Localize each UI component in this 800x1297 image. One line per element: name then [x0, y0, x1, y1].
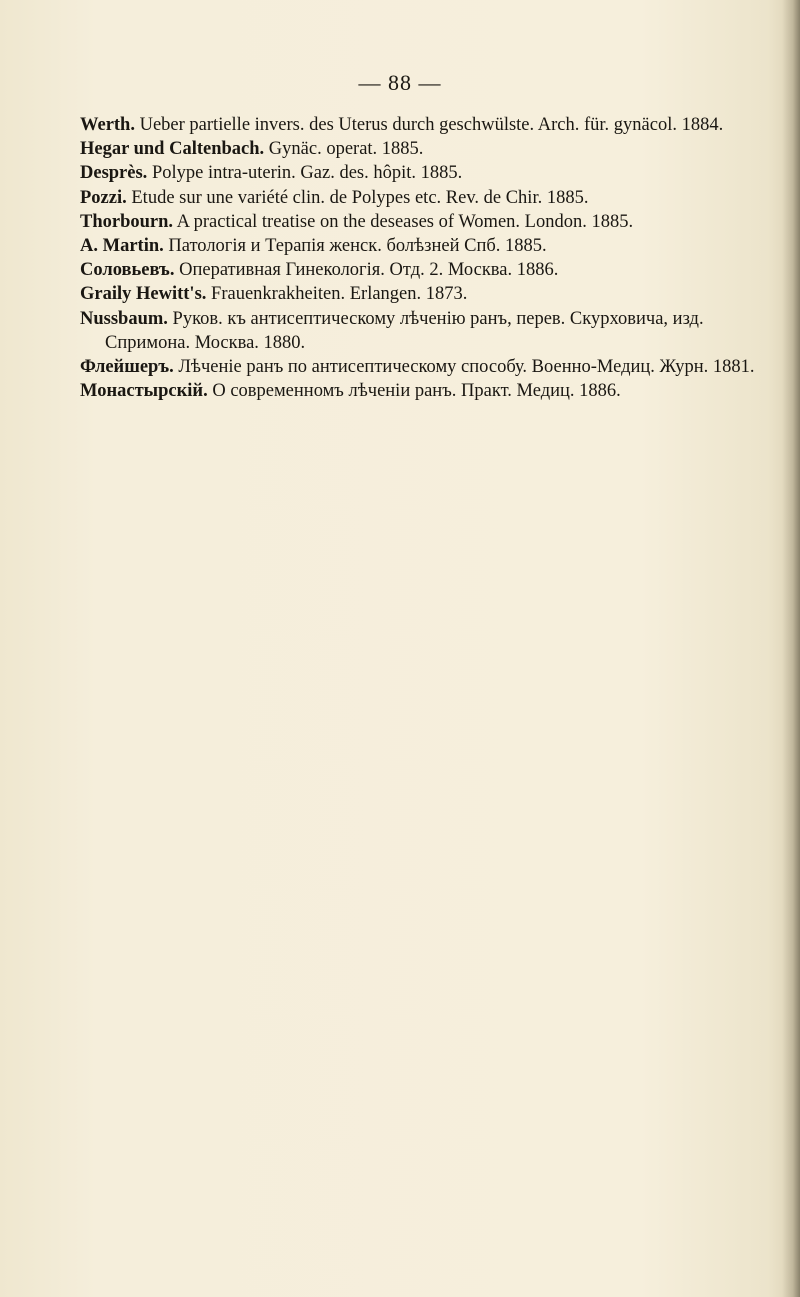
reference-text: Руков. къ антисептическому лѣченію ранъ, перев. Скурховича, изд. Спримона. Москва. 1880. — [105, 308, 704, 353]
reference-text: Polype intra-uterin. Gaz. des. hôpit. 1885. — [147, 163, 463, 184]
reference-author: Pozzi. — [80, 187, 127, 208]
reference-text: О современномъ лѣченіи ранъ. Практ. Медиц. 1886. — [207, 381, 621, 402]
reference-text: Ueber partielle invers. des Uterus durch geschwülste. Arch. für. gynäcol. 1884. — [134, 115, 724, 135]
reference-text: Frauenkrakheiten. Erlangen. 1873. — [206, 284, 468, 305]
reference-item — [80, 186, 780, 210]
reference-author: Desprès. — [80, 163, 148, 184]
reference-text: Оперативная Гинекологія. Отд. 2. Москва. 1886. — [174, 260, 559, 281]
reference-author: Соловьевъ. — [80, 260, 175, 281]
reference-author: Thorbourn. — [80, 211, 174, 232]
reference-author: Werth. — [80, 115, 135, 135]
reference-text: A practical treatise on the deseases of Women. London. 1885. — [173, 211, 634, 232]
reference-item — [80, 234, 780, 258]
reference-item — [80, 137, 780, 161]
reference-item — [80, 355, 780, 379]
reference-text: Патологія и Терапія женск. болѣзней Спб. 1885. — [163, 236, 547, 257]
reference-text: Etude sur une variété clin. de Polypes etc. Rev. de Chir. 1885. — [126, 187, 589, 208]
reference-item — [80, 282, 780, 306]
reference-text: Лѣченіе ранъ по антисептическому способу. Военно-Медиц. Журн. 1881. — [173, 357, 755, 378]
reference-text: Gynäc. operat. 1885. — [264, 139, 424, 160]
page-edge-shadow — [782, 0, 800, 1297]
reference-list — [80, 113, 780, 403]
reference-author: Флейшеръ. — [80, 357, 174, 378]
reference-author: Nussbaum. — [80, 308, 168, 329]
reference-author: Graily Hewitt's. — [80, 284, 207, 305]
reference-author: A. Martin. — [80, 236, 164, 257]
reference-item — [80, 379, 780, 403]
page-number: — 88 — — [358, 70, 442, 95]
reference-author: Монастырскій. — [80, 381, 208, 402]
reference-item — [80, 258, 780, 282]
reference-item — [80, 161, 780, 185]
reference-item — [80, 113, 780, 137]
reference-author: Hegar und Caltenbach. — [80, 139, 265, 160]
reference-item — [80, 210, 780, 234]
reference-item — [80, 307, 780, 355]
